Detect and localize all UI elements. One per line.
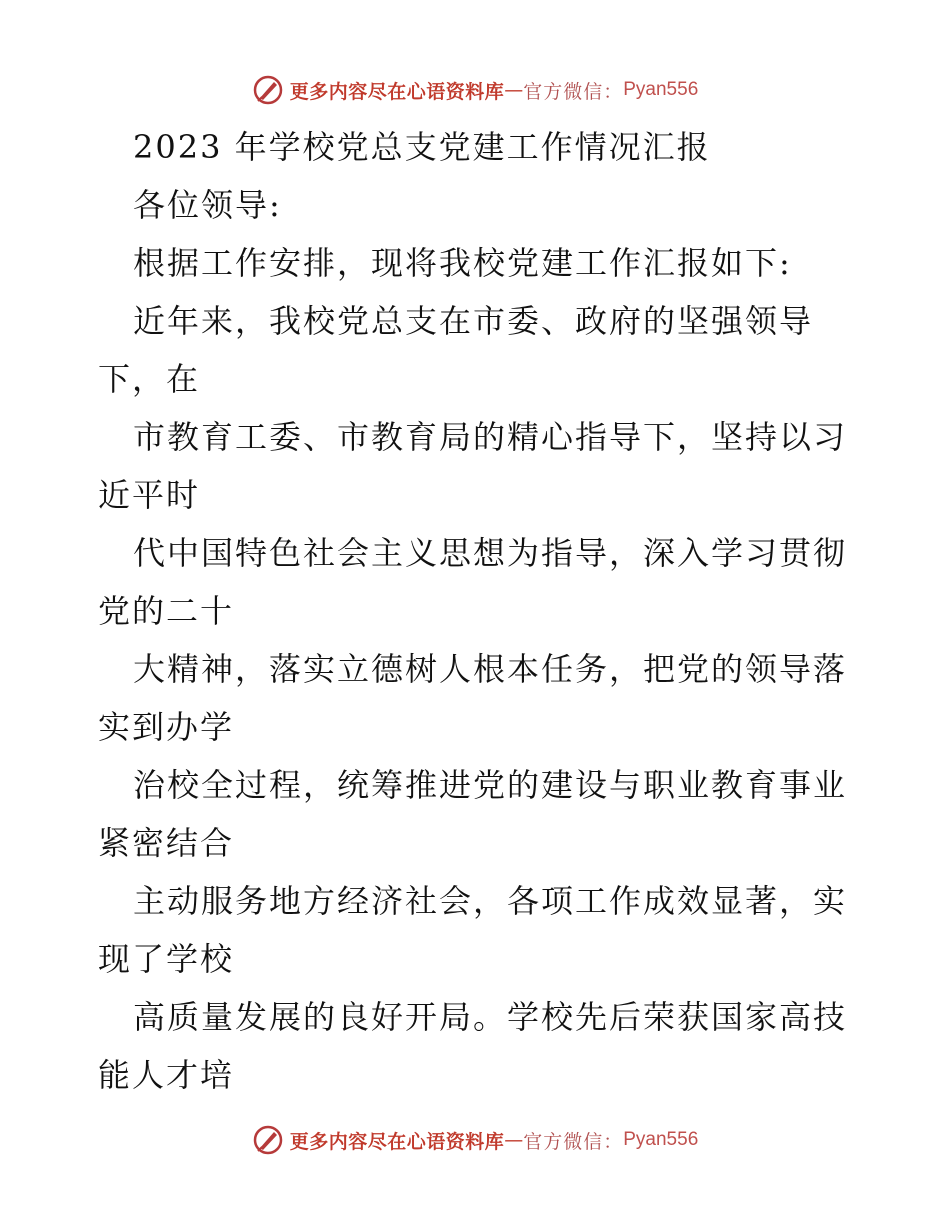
paragraph-line: 市教育工委、市教育局的精心指导下，坚持以习 [133,418,848,456]
paragraph-line: 大精神，落实立德树人根本任务，把党的领导落 [133,650,848,688]
paragraph-line: 主动服务地方经济社会，各项工作成效显著，实 [133,882,848,920]
banner-wechat-label: 官方微信： [523,1130,624,1153]
quill-pen-logo-icon [252,1124,284,1156]
banner-brand-text: 更多内容尽在心语资料库 [289,1130,505,1153]
header-watermark-banner [0,70,950,110]
paragraph-line: 近平时 [98,476,201,514]
paragraph-line: 下，在 [98,360,201,398]
banner-brand-text: 更多内容尽在心语资料库 [289,80,505,103]
paragraph-line: 近年来，我校党总支在市委、政府的坚强领导 [133,302,814,340]
banner-wechat-id: Pyan556 [623,79,699,100]
salutation: 各位领导: [133,186,282,224]
banner-dash: — [504,1129,524,1151]
document-title: 2023 年学校党总支党建工作情况汇报 [133,128,711,166]
intro-line: 根据工作安排，现将我校党建工作汇报如下: [133,244,792,282]
paragraph-line: 党的二十 [98,592,235,630]
banner-wechat-label: 官方微信： [523,80,624,103]
banner-wechat-id: Pyan556 [623,1129,699,1150]
paragraph-line: 能人才培 [98,1056,235,1094]
paragraph-line: 现了学校 [98,940,235,978]
quill-pen-logo-icon [252,74,284,106]
footer-watermark-banner [0,1120,950,1160]
paragraph-line: 高质量发展的良好开局。学校先后荣获国家高技 [133,998,848,1036]
paragraph-line: 代中国特色社会主义思想为指导，深入学习贯彻 [133,534,848,572]
paragraph-line: 实到办学 [98,708,235,746]
paragraph-line: 紧密结合 [98,824,235,862]
banner-dash: — [504,79,524,101]
paragraph-line: 治校全过程，统筹推进党的建设与职业教育事业 [133,766,848,804]
document-body [0,118,950,1104]
